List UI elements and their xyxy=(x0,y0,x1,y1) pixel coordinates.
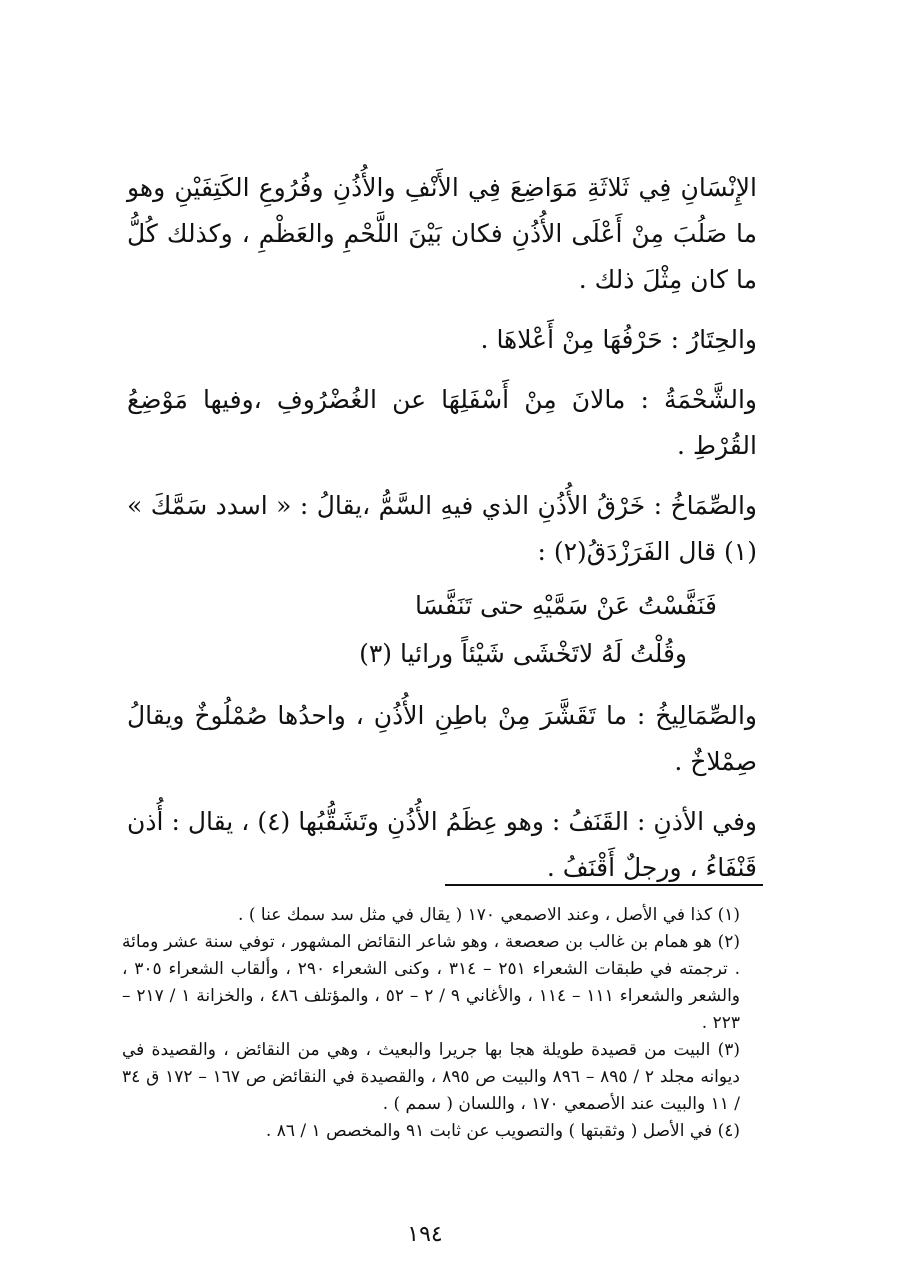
footnotes xyxy=(122,902,762,1145)
footnote-3: (٣) البيت من قصيدة طويلة هجا بها جريرا والبعيث ، وهي من النقائض ، والقصيدة في ديوانه مجلد ٢ / ٨٩٥ – ٨٩٦ والبيت ص ٨٩٥ ، والقصيدة في النقائض ص ١٦٧ – ١٧٢ ق ٣٤ / ١١ والبيت عند الأصمعي ١٧٠ ، واللسان ( سمم ) . xyxy=(122,1040,740,1114)
footnote-1: (١) كذا في الأصل ، وعند الاصمعي ١٧٠ ( يقال في مثل سد سمك عنا ) . xyxy=(238,905,740,925)
page-number: ١٩٤ xyxy=(407,1222,443,1247)
verse-line-2: وقُلْتُ لَهُ لاتَخْشَى شَيْئاً ورائيا (٣) xyxy=(359,639,687,668)
footnote-separator xyxy=(445,884,763,886)
paragraph-shahma: والشَّحْمَةُ : مالانَ مِنْ أَسْفَلِهَا عن الغُضْرُوفِ ،وفيها مَوْضِعُ القُرْطِ . xyxy=(127,385,757,460)
paragraph-simakh: والصِّمَاخُ : خَرْقُ الأُذُنِ الذي فيهِ السَّمُّ ،يقالُ : « اسدد سَمَّكَ » (١) قال الفَرَزْدَقُ(٢) : xyxy=(127,491,757,566)
paragraph-qanaf: وفي الأذنِ : القَنَفُ : وهو عِظَمُ الأُذُنِ وتَشَقُّبُها (٤) ، يقال : أُذن قَنْفَاءُ ، ورجلٌ أَقْنَفُ . xyxy=(127,807,758,882)
paragraph-simalikh: والصِّمَالِيخُ : ما تَقَشَّرَ مِنْ باطِنِ الأُذُنِ ، واحدُها صُمْلُوخٌ ويقالُ صِمْلاخٌ . xyxy=(127,701,757,776)
paragraph-ear-cartilage: الإِنْسَانِ فِي ثَلاثَةِ مَوَاضِعَ فِي الأَنْفِ والأُذُنِ وفُرُوعِ الكَتِفَيْنِ وهو ما صَلُبَ مِنْ أَعْلَى الأُذُنِ فكان بَيْنَ اللَّحْمِ والعَظْمِ ، وكذلك كُلُّ ما كان مِثْلَ ذلك . xyxy=(127,173,757,294)
paragraph-hitar: والحِتَارُ : حَرْفُهَا مِنْ أَعْلاهَا . xyxy=(480,325,757,354)
verse-line-1: فَنَفَّسْتُ عَنْ سَمَّيْهِ حتى تَنَفَّسَا xyxy=(415,591,717,620)
footnote-4: (٤) في الأصل ( وثقبتها ) والتصويب عن ثابت ٩١ والمخصص ١ / ٨٦ . xyxy=(265,1121,740,1141)
main-text-block xyxy=(127,165,757,905)
footnote-2: (٢) هو همام بن غالب بن صعصعة ، وهو شاعر النقائض المشهور ، توفي سنة عشر ومائة . ترجمته في طبقات الشعراء ٢٥١ – ٣١٤ ، وكنى الشعراء ٢٩٠ ، وألقاب الشعراء ٣٠٥ ، والشعر والشعراء ١١١ – ١١٤ ، والأغاني ٩ / ٢ – ٥٢ ، والمؤتلف ٤٨٦ ، والخزانة ١ / ٢١٧ – ٢٢٣ . xyxy=(122,932,741,1033)
